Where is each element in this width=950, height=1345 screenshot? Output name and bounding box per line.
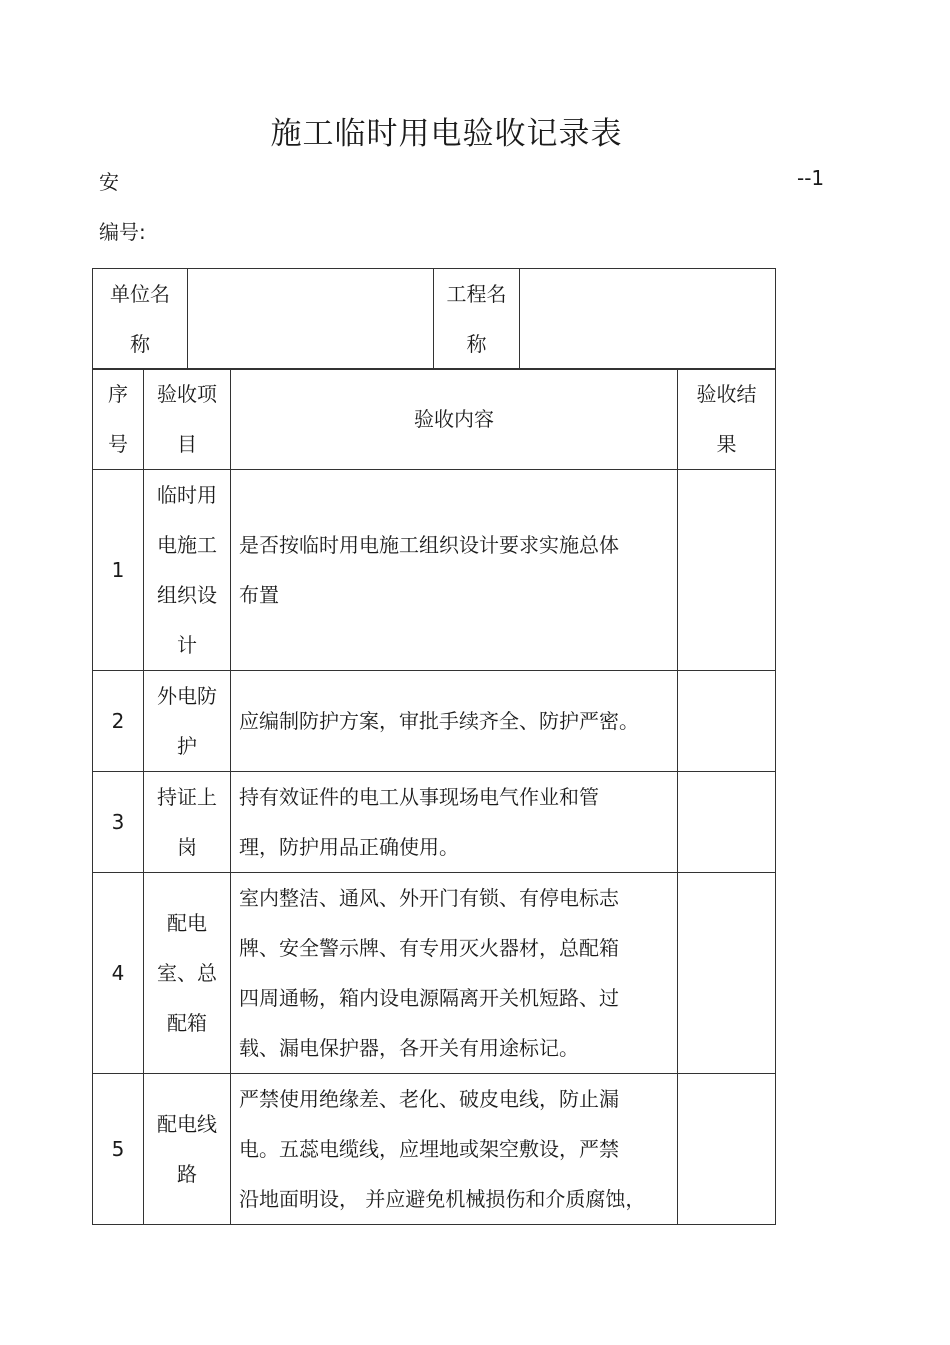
inspection-table: [92, 368, 776, 1225]
doc-code-prefix: 安: [99, 170, 119, 194]
table-row: [93, 772, 776, 873]
col-header-content: 验收内容: [231, 369, 678, 470]
row-seq: 3: [93, 772, 144, 873]
row-item: 持证上 岗: [144, 772, 231, 873]
row-item: 临时用 电施工 组织设 计: [144, 470, 231, 671]
row-seq: 2: [93, 671, 144, 772]
table-header-row: [93, 369, 776, 470]
doc-code-suffix: --1: [797, 166, 825, 190]
col-header-item: 验收项 目: [144, 369, 231, 470]
row-result[interactable]: [678, 772, 776, 873]
table-row: [93, 470, 776, 671]
row-item: 配电线 路: [144, 1074, 231, 1225]
row-content: 室内整洁、通风、外开门有锁、有停电标志 牌、安全警示牌、有专用灭火器材，总配箱 四周通畅，箱内设电源隔离开关机短路、过 载、漏电保护器，各开关有用途标记。: [231, 873, 678, 1074]
col-header-result: 验收结 果: [678, 369, 776, 470]
unit-name-label: 单位名 称: [93, 269, 188, 370]
page-title: 施工临时用电验收记录表: [270, 116, 623, 152]
row-item: 配电 室、总 配箱: [144, 873, 231, 1074]
serial-number-label: 编号:: [99, 220, 146, 244]
row-seq: 4: [93, 873, 144, 1074]
info-table: [92, 268, 776, 370]
row-content: 应编制防护方案，审批手续齐全、防护严密。: [231, 671, 678, 772]
row-result[interactable]: [678, 671, 776, 772]
row-result[interactable]: [678, 873, 776, 1074]
row-content: 持有效证件的电工从事现场电气作业和管 理，防护用品正确使用。: [231, 772, 678, 873]
project-name-value[interactable]: [520, 269, 776, 370]
table-row: [93, 1074, 776, 1225]
row-content: 是否按临时用电施工组织设计要求实施总体 布置: [231, 470, 678, 671]
unit-name-value[interactable]: [188, 269, 434, 370]
table-row: [93, 671, 776, 772]
col-header-seq: 序 号: [93, 369, 144, 470]
project-name-label: 工程名 称: [434, 269, 520, 370]
row-result[interactable]: [678, 1074, 776, 1225]
row-item: 外电防 护: [144, 671, 231, 772]
row-seq: 1: [93, 470, 144, 671]
row-seq: 5: [93, 1074, 144, 1225]
row-result[interactable]: [678, 470, 776, 671]
table-row: [93, 873, 776, 1074]
row-content: 严禁使用绝缘差、老化、破皮电线，防止漏 电。五蕊电缆线，应埋地或架空敷设，严禁 沿地面明设， 并应避免机械损伤和介质腐蚀，: [231, 1074, 678, 1225]
